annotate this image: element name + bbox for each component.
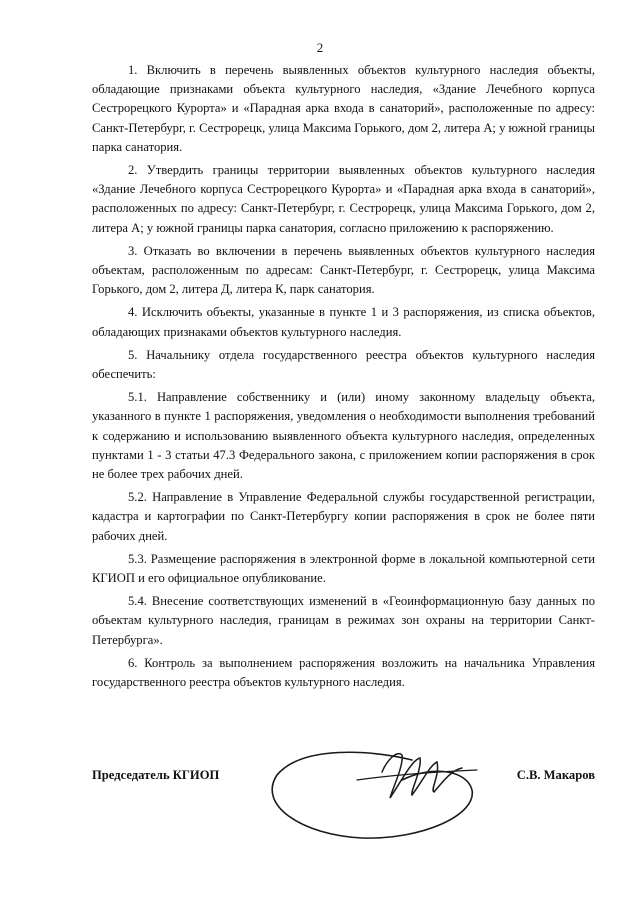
paragraph-5-4: 5.4. Внесение соответствующих изменений в «Геоинформационную базу данных по объектам культурного наследия, границам в режимах зон охраны на территории Санкт-Петербурга». — [92, 594, 595, 647]
document-body — [92, 61, 595, 696]
paragraph-4: 4. Исключить объекты, указанные в пункте 1 и 3 распоряжения, из списка объектов, обладающих признаками объектов культурного наследия. — [92, 305, 595, 339]
paragraph-2: 2. Утвердить границы территории выявленных объектов культурного наследия «Здание Лечебного корпуса Сестрорецкого Курорта» и «Парадная арка входа в санаторий», расположенных по адресу: Санкт-Петербург, г. Сестрорецк, улица Максима Горького, дом 2, литера А; у южной границы парка санатория, согласно приложению к распоряжению. — [92, 163, 595, 235]
paragraph-1: 1. Включить в перечень выявленных объектов культурного наследия объекты, обладающие признаками объекта культурного наследия, «Здание Лечебного корпуса Сестрорецкого Курорта» и «Парадная арка входа в санаторий», расположенные по адресу: Санкт-Петербург, г. Сестрорецк, улица Максима Горького, дом 2, литера А; у южной границы парка санатория. — [92, 63, 595, 154]
paragraph-5-3: 5.3. Размещение распоряжения в электронной форме в локальной компьютерной сети КГИОП и его официальное опубликование. — [92, 551, 595, 586]
paragraph-5-1: 5.1. Направление собственнику и (или) иному законному владельцу объекта, указанного в пункте 1 распоряжения, уведомления о необходимости выполнения требований к содержанию и использованию выявленного объекта культурного наследия, определенных пунктами 1 - 3 статьи 47.3 Федерального закона, с приложением копии распоряжения в срок не более трех рабочих дней. — [92, 390, 595, 482]
paragraph-6: 6. Контроль за выполнением распоряжения возложить на начальника Управления государственного реестра объектов культурного наследия. — [92, 655, 595, 690]
page-number: 2 — [316, 40, 324, 55]
paragraph-5: 5. Начальнику отдела государственного реестра объектов культурного наследия обеспечить: — [92, 347, 595, 382]
signatory-name: С.В. Макаров — [516, 768, 595, 782]
signature-block — [92, 768, 595, 788]
paragraph-3: 3. Отказать во включении в перечень выявленных объектов культурного наследия объектам, расположенным по адресам: Санкт-Петербург, г. Сестрорецк, улица Максима Горького, дом 2, литера Д, литера К, парк санатория. — [92, 243, 595, 297]
signatory-title: Председатель КГИОП — [92, 768, 220, 782]
paragraph-5-2: 5.2. Направление в Управление Федеральной службы государственной регистрации, кадастра и картографии по Санкт-Петербургу копии распоряжения в срок не более пяти рабочих дней. — [92, 490, 595, 543]
